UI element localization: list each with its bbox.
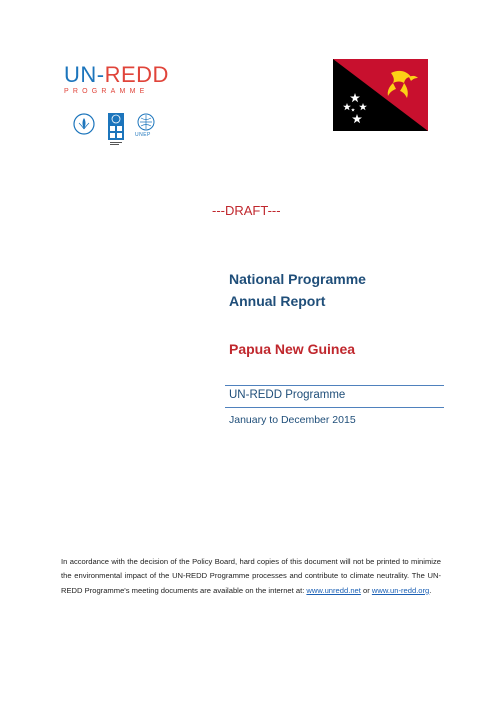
papua-new-guinea-flag-icon — [333, 59, 428, 131]
programme-name: UN-REDD Programme — [229, 389, 346, 401]
logo-dash-text: - — [96, 62, 105, 87]
bottom-divider — [225, 407, 444, 408]
report-title-line1: National Programme — [229, 271, 366, 287]
fao-emblem-icon — [73, 113, 95, 135]
report-title-line2: Annual Report — [229, 293, 326, 309]
report-period: January to December 2015 — [229, 414, 356, 426]
note-connector: or — [360, 585, 372, 595]
environment-note — [61, 555, 441, 598]
logo-redd-text: REDD — [104, 62, 169, 87]
note-end: . — [429, 585, 432, 595]
un-redd-org-link[interactable]: www.un-redd.org — [371, 585, 430, 595]
report-title — [229, 268, 366, 312]
unredd-net-link[interactable]: www.unredd.net — [306, 585, 361, 595]
logo-subtitle: PROGRAMME — [64, 88, 149, 95]
logo-un-text: UN — [64, 62, 97, 87]
partner-logos — [73, 113, 193, 149]
draft-label: ---DRAFT--- — [212, 203, 281, 218]
top-divider — [225, 385, 444, 386]
unep-label: UNEP — [135, 132, 151, 138]
un-redd-logo — [64, 64, 184, 95]
logo-title — [64, 64, 184, 86]
country-name: Papua New Guinea — [229, 341, 356, 357]
unep-emblem-icon — [135, 113, 157, 133]
undp-emblem-icon — [106, 111, 126, 147]
note-text: In accordance with the decision of the Policy Board, hard copies of this document will not be printed to minimize the environmental impact of the UN-REDD Programme processes and contribute to climate neutrality. The UN-REDD Programme's meeting documents are available on the internet at: — [61, 557, 441, 595]
